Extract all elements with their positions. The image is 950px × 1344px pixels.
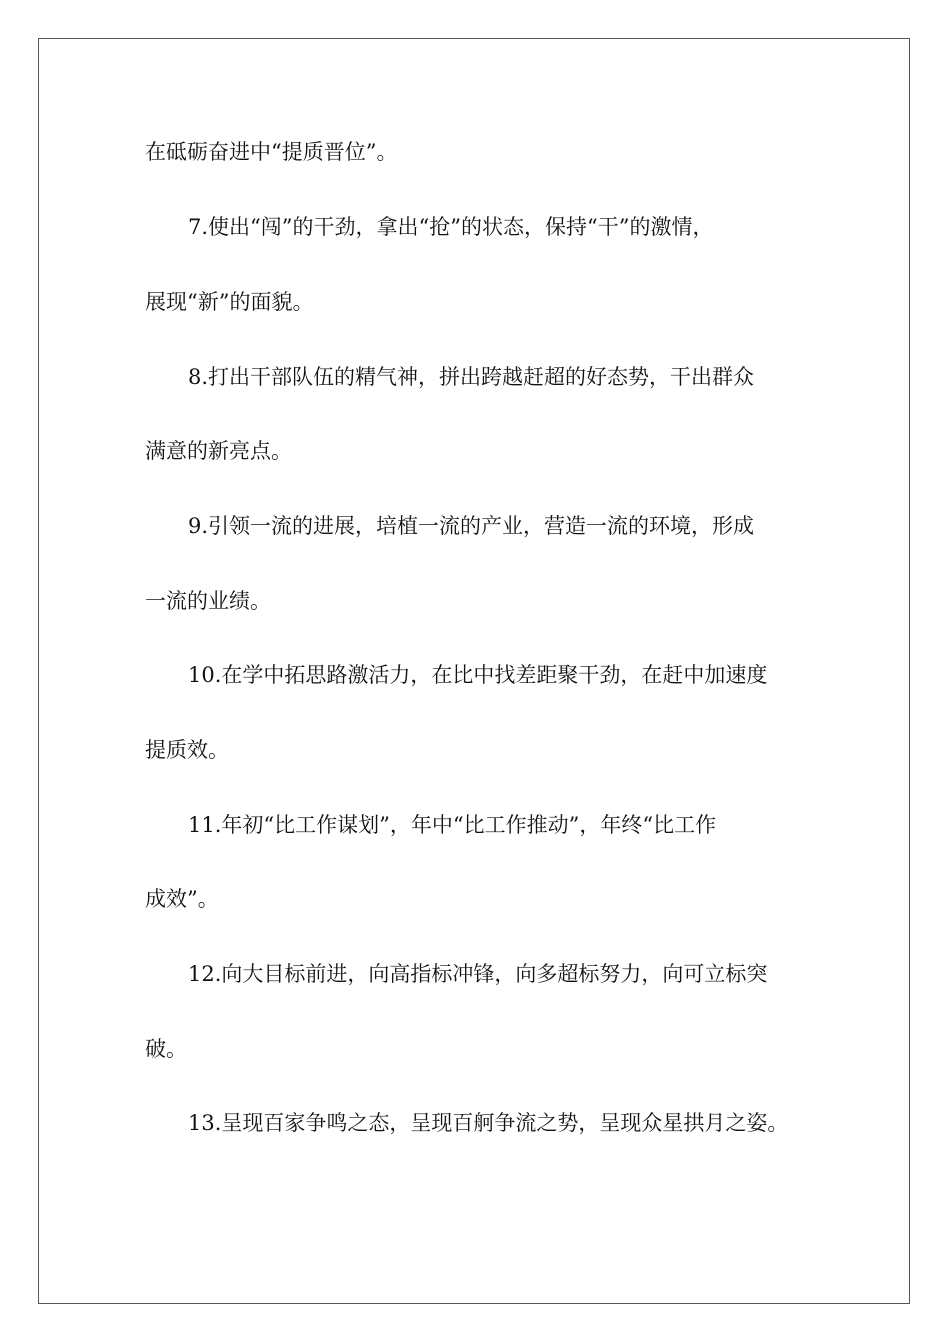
item-13-line-1: 13.呈现百家争鸣之态，呈现百舸争流之势，呈现众星拱月之姿。 [188, 1111, 789, 1135]
text-line: 在砥砺奋进中“提质晋位”。 [145, 140, 398, 164]
item-10-line-1: 10.在学中拓思路激活力，在比中找差距聚干劲，在赶中加速度 [188, 663, 768, 687]
item-11-line-1: 11.年初“比工作谋划”，年中“比工作推动”，年终“比工作 [188, 813, 717, 837]
item-12-line-1: 12.向大目标前进，向高指标冲锋，向多超标努力，向可立标突 [188, 962, 768, 986]
item-9-line-2: 一流的业绩。 [145, 589, 271, 613]
item-10-line-2: 提质效。 [145, 738, 229, 762]
item-11-line-2: 成效”。 [145, 887, 219, 911]
item-9-line-1: 9.引领一流的进展，培植一流的产业，营造一流的环境，形成 [188, 514, 755, 538]
item-8-line-2: 满意的新亮点。 [145, 439, 292, 463]
item-12-line-2: 破。 [145, 1037, 187, 1061]
item-8-line-1: 8.打出干部队伍的精气神，拼出跨越赶超的好态势，干出群众 [188, 365, 755, 389]
item-7-line-1: 7.使出“闯”的干劲，拿出“抢”的状态，保持“干”的激情， [188, 215, 714, 239]
item-7-line-2: 展现“新”的面貌。 [145, 290, 314, 314]
